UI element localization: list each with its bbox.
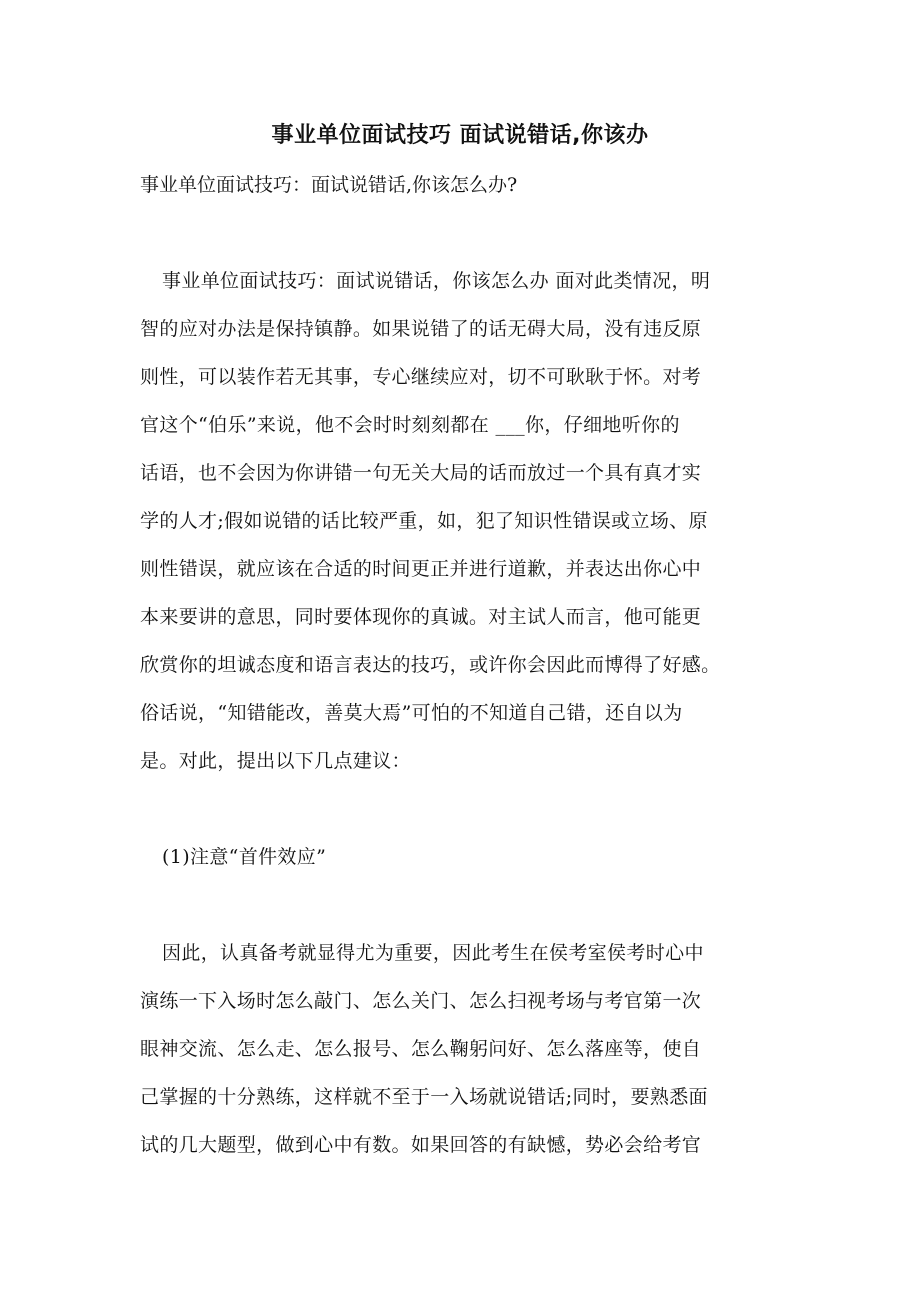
paragraph-line: 演练一下入场时怎么敲门、怎么关门、怎么扫视考场与考官第一次 (140, 990, 702, 1012)
paragraph-line: 眼神交流、怎么走、怎么报号、怎么鞠躬问好、怎么落座等，使自 (140, 1038, 702, 1060)
section-heading: (1)注意“首件效应” (162, 846, 327, 868)
document-title: 事业单位面试技巧 面试说错话,你该办 (271, 123, 649, 148)
paragraph-line: 因此，认真备考就显得尤为重要，因此考生在侯考室侯考时心中 (162, 942, 704, 964)
paragraph-line: 己掌握的十分熟练，这样就不至于一入场就说错话;同时，要熟悉面 (140, 1086, 708, 1108)
paragraph-line: 本来要讲的意思，同时要体现你的真诚。对主试人而言，他可能更 (140, 606, 702, 628)
paragraph-line: 则性错误，就应该在合适的时间更正并进行道歉，并表达出你心中 (140, 558, 702, 580)
paragraph-line: 学的人才;假如说错的话比较严重，如，犯了知识性错误或立场、原 (140, 510, 708, 532)
paragraph-line: 事业单位面试技巧：面试说错话，你该怎么办 面对此类情况，明 (162, 270, 711, 292)
paragraph-line: 官这个“伯乐”来说，他不会时时刻刻都在 ___你，仔细地听你的 (140, 414, 680, 436)
paragraph-line: 欣赏你的坦诚态度和语言表达的技巧，或许你会因此而博得了好感。 (140, 654, 721, 676)
paragraph-line: 则性，可以装作若无其事，专心继续应对，切不可耿耿于怀。对考 (140, 366, 702, 388)
paragraph-line: 是。对此，提出以下几点建议： (140, 750, 411, 772)
document-subtitle: 事业单位面试技巧：面试说错话,你该怎么办? (140, 174, 518, 196)
paragraph-line: 试的几大题型，做到心中有数。如果回答的有缺憾，势必会给考官 (140, 1134, 702, 1156)
paragraph-line: 话语，也不会因为你讲错一句无关大局的话而放过一个具有真才实 (140, 462, 702, 484)
paragraph-line: 智的应对办法是保持镇静。如果说错了的话无碍大局，没有违反原 (140, 318, 702, 340)
paragraph-line: 俗话说，“知错能改，善莫大焉”可怕的不知道自己错，还自以为 (140, 702, 683, 724)
